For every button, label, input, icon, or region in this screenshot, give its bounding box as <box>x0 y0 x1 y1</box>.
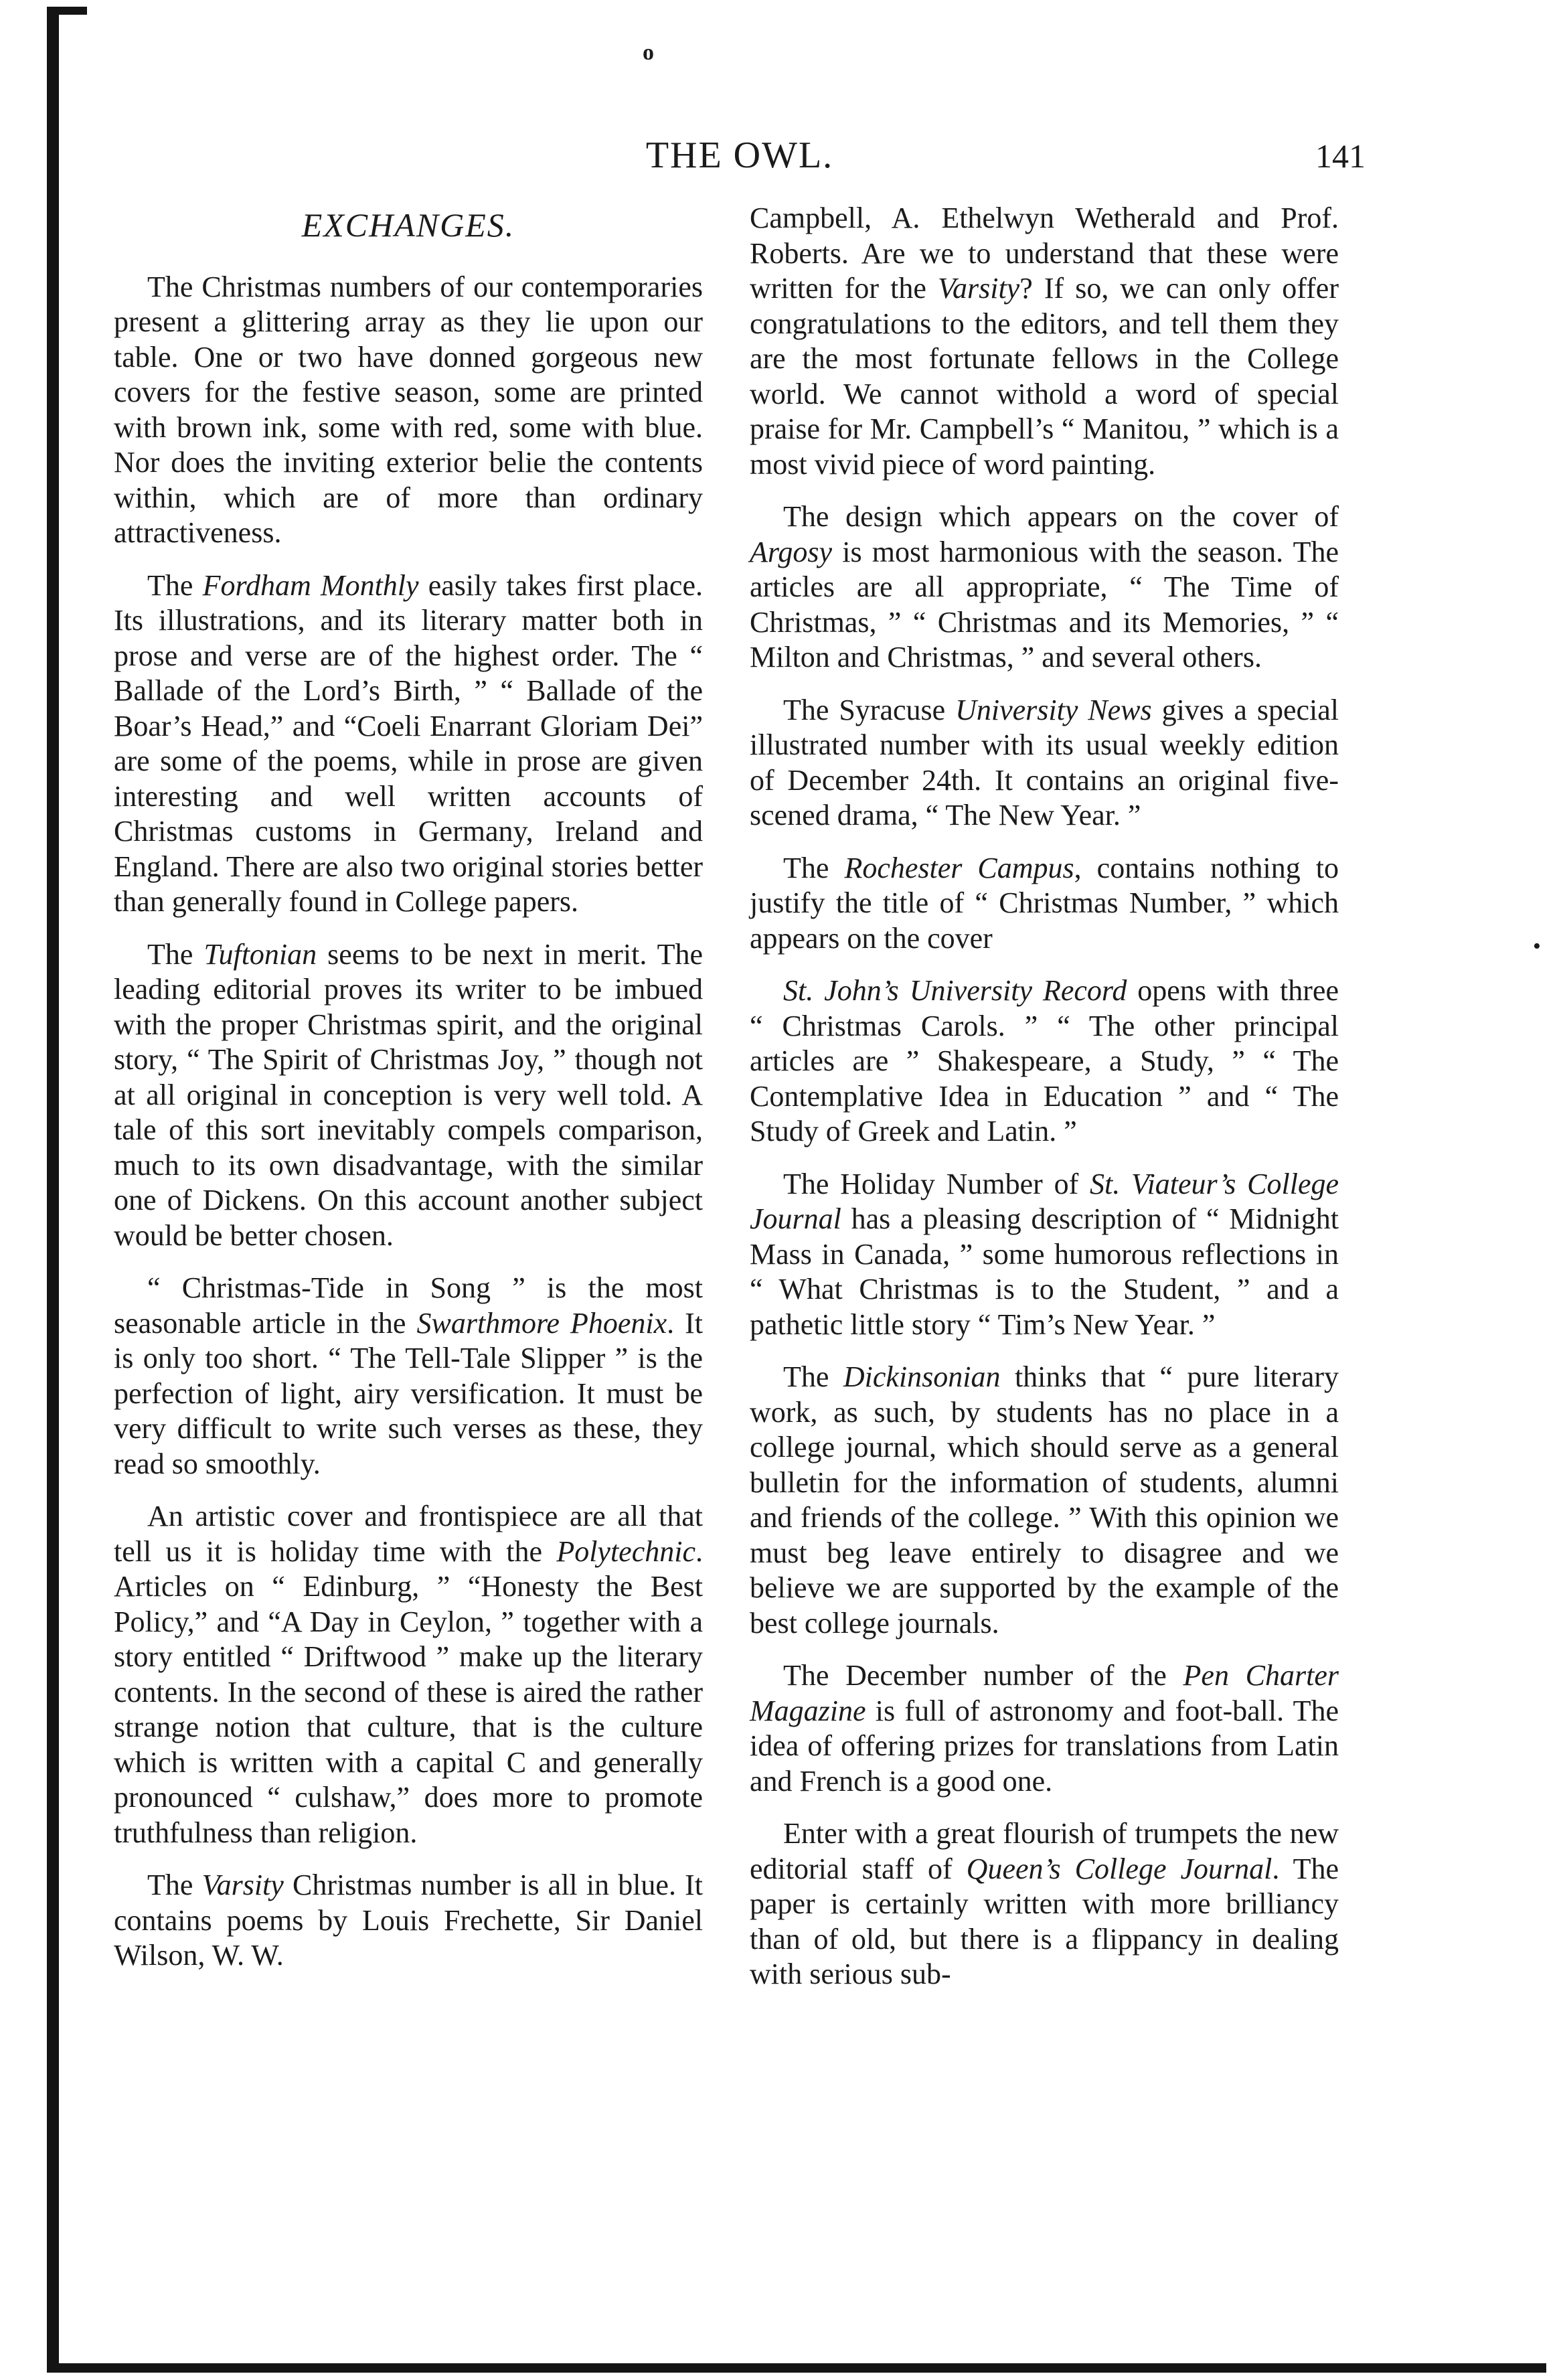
page-header <box>114 134 1366 181</box>
publication-title: Polytechnic <box>556 1534 695 1568</box>
paragraph-text: The Holiday Number of <box>783 1167 1090 1200</box>
publication-title: Pen Charter Magazine <box>750 1659 1339 1727</box>
paragraph <box>750 1167 1339 1343</box>
publication-title: St. Viateur’s College Journal <box>750 1167 1339 1235</box>
publication-title: Varsity <box>937 272 1020 305</box>
paragraph-text: . The paper is certainly written with more brilliancy than of old, but there is a flippancy in dealing with serious sub- <box>750 1852 1339 1990</box>
publication-title: St. John’s University Record <box>783 974 1127 1007</box>
publication-title: Rochester Campus <box>844 851 1074 884</box>
paragraph <box>750 499 1339 676</box>
paragraph-text: easily takes first place. Its illustrations, and its literary matter both in prose and verse are of the highest order. The “ Ballade of the Lord’s Birth, ” “ Ballade of the Boar’s Head,” and “Coeli Enarrant Gloriam Dei” are some of the poems, while in prose are given interesting and well written accounts of Christmas customs in Germany, Ireland and England. There are also two original stories better than generally found in College papers. <box>114 568 703 918</box>
running-title: THE OWL. <box>645 135 834 176</box>
paragraph <box>750 1816 1339 1992</box>
publication-title: Tuftonian <box>203 937 317 971</box>
page-border-left <box>47 7 59 2370</box>
section-title: EXCHANGES. <box>301 206 515 244</box>
paragraph-text: has a pleasing description of “ Midnight Mass in Canada, ” some humorous reflections in “ What Christmas is to the Student, ” and a pathetic little story “ Tim’s New Year. ” <box>750 1202 1339 1341</box>
paragraph-text: The <box>147 937 204 971</box>
paragraph-text: is most harmonious with the season. The articles are all appropriate, “ The Time of Christmas, ” “ Christmas and its Memories, ” “ Milton and Christmas, ” and several others. <box>750 535 1339 673</box>
paragraph-text: opens with three “ Christmas Carols. ” “ The other principal articles are ” Shakespeare, a Study, ” “ The Contemplative Idea in Education ” and “ The Study of Greek and Latin. ” <box>750 974 1339 1147</box>
paragraph-text: The <box>783 851 845 884</box>
paragraph-text: thinks that “ pure literary work, as such, by students has no place in a college journal, which should serve as a general bulletin for the information of students, alumni and friends of the college. ” With this opinion we must beg leave entirely to disagree and we believe we are supported by the example of the best college journals. <box>750 1360 1339 1640</box>
paragraph <box>114 568 703 920</box>
paragraph-text: seems to be next in merit. The leading editorial proves its writer to be imbued with the proper Christmas spirit, and the original story, “ The Spirit of Christmas Joy, ” though not at all original in conception is very well told. A tale of this sort inevitably compels comparison, much to its own disadvantage, with the similar one of Dickens. On this account another subject would be better chosen. <box>114 937 704 1252</box>
paragraph-text: Enter with a great flourish of trumpets the new editorial staff of <box>750 1817 1339 1885</box>
paragraph-text: An artistic cover and frontispiece are all that tell us it is holiday time with the <box>114 1500 703 1568</box>
paragraph-text: , contains nothing to justify the title of “ Christmas Number, ” which appears on the cover <box>750 851 1339 955</box>
publication-title: Fordham Monthly <box>202 568 419 602</box>
paragraph-text: The <box>147 1869 202 1901</box>
margin-dot: • <box>1533 934 1541 959</box>
paragraph-text: . Articles on “ Edinburg, ” “Honesty the Best Policy,” and “A Day in Ceylon, ” together with a story entitled “ Driftwood ” make up the literary contents. In the second of these is aired the rather strange notion that culture, that is the culture which is written with a capital C and generally pronounced “ culshaw,” does more to promote truthfulness than religion. <box>114 1534 703 1849</box>
page-number: 141 <box>1315 137 1366 175</box>
paragraph <box>750 973 1339 1149</box>
page-border-bottom <box>47 2363 1546 2373</box>
paragraph <box>750 693 1339 834</box>
publication-title: Dickinsonian <box>843 1360 1001 1393</box>
publication-title: Argosy <box>750 535 833 568</box>
publication-title: Varsity <box>201 1869 284 1901</box>
paragraph-text: The Christmas numbers of our contemporaries present a glittering array as they lie upon our table. One or two have donned gorgeous new covers for the festive season, some are printed with brown ink, some with red, some with blue. Nor does the inviting exterior belie the contents within, which are of more than ordinary attractiveness. <box>114 270 703 549</box>
printer-mark: o <box>643 40 654 65</box>
paragraph-text: The design which appears on the cover of <box>783 500 1339 533</box>
paragraph <box>114 937 703 1254</box>
paragraph <box>114 1499 703 1850</box>
paragraph-text: is full of astronomy and foot-ball. The idea of offering prizes for translations from Latin and French is a good one. <box>750 1694 1339 1798</box>
paragraph <box>114 270 703 551</box>
right-column <box>750 201 1339 2330</box>
paragraph <box>750 1360 1339 1641</box>
paragraph-text: The Syracuse <box>783 693 956 726</box>
paragraph <box>750 201 1339 482</box>
publication-title: Queen’s College Journal <box>966 1852 1272 1885</box>
paragraph-text: The <box>783 1360 843 1393</box>
publication-title: Swarthmore Phoenix <box>416 1306 667 1340</box>
paragraph-text: ? If so, we can only offer congratulations to the editors, and tell them they are the most fortunate fellows in the College world. We cannot withold a word of special praise for Mr. Campbell’s “ Manitou, ” which is a most vivid piece of word painting. <box>750 272 1339 481</box>
paragraph-text: gives a special illustrated number with its usual weekly edition of December 24th. It contains an original five-scened drama, “ The New Year. ” <box>750 693 1339 831</box>
left-column <box>114 201 703 2330</box>
paragraph <box>750 851 1339 957</box>
paragraph <box>114 1271 703 1482</box>
paragraph <box>114 1868 703 1974</box>
paragraph-text: . It is only too short. “ The Tell-Tale Slipper ” is the perfection of light, airy versification. It must be very difficult to write such verses as these, they read so smoothly. <box>114 1306 703 1480</box>
paragraph-text: The <box>147 568 203 602</box>
paragraph <box>750 1658 1339 1799</box>
paragraph-text: “ Christmas-Tide in Song ” is the most seasonable article in the <box>114 1271 703 1340</box>
paragraph-text: Christmas number is all in blue. It contains poems by Louis Frechette, Sir Daniel Wilson, W. W. <box>114 1869 703 1972</box>
paragraph-text: Campbell, A. Ethelwyn Wetherald and Prof. Roberts. Are we to understand that these were written for the <box>750 202 1339 305</box>
publication-title: University News <box>955 693 1152 726</box>
paragraph-text: The December number of the <box>783 1659 1183 1692</box>
